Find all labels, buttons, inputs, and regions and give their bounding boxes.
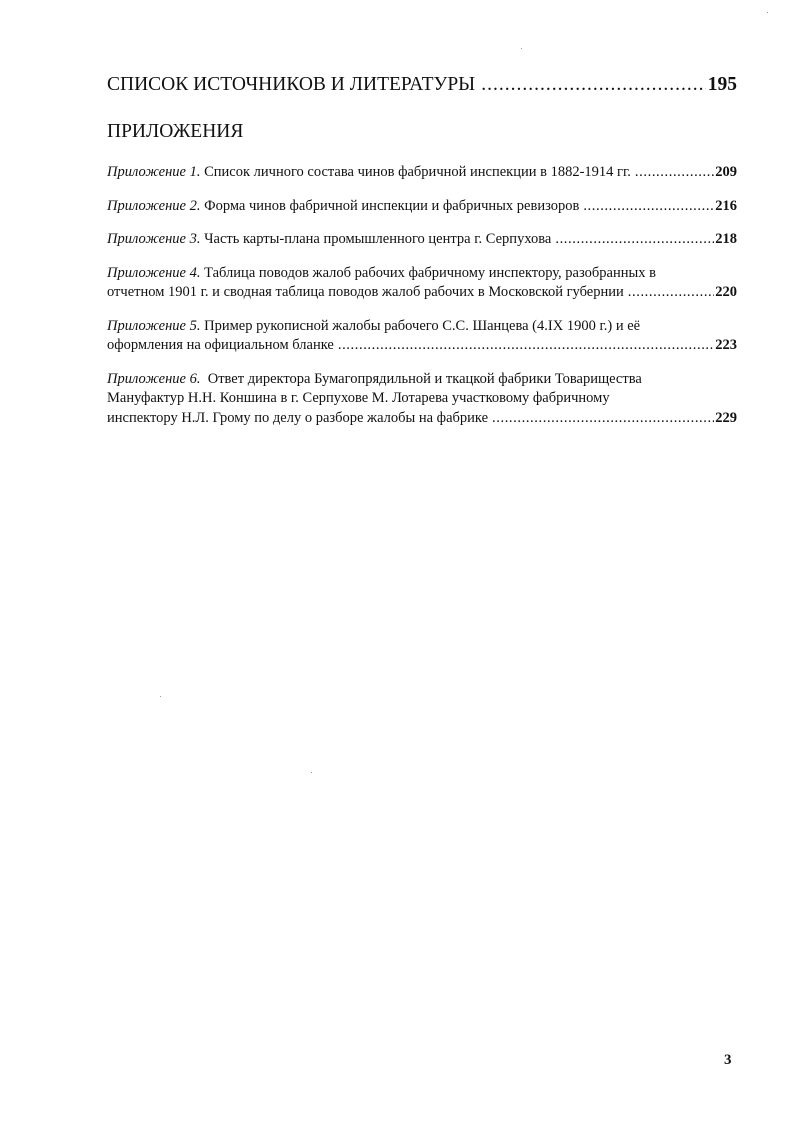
appendix-title: Форма чинов фабричной инспекции и фабричных ревизоров xyxy=(204,197,580,214)
toc-sources-page: 195 xyxy=(707,74,737,95)
appendix-label: Приложение 2. xyxy=(107,197,201,214)
dot-leader xyxy=(583,197,714,217)
page-number: 3 xyxy=(724,1052,732,1068)
appendix-title-line: оформления на официальном бланке xyxy=(107,337,334,353)
appendix-title: Часть карты-плана промышленного центра г. Серпухова xyxy=(204,231,552,247)
dot-leader xyxy=(338,336,714,356)
toc-appendix-6[interactable] xyxy=(107,370,737,429)
appendix-title: Список личного состава чинов фабричной инспекции в 1882-1914 гг. xyxy=(204,164,631,180)
appendix-title-line: Мануфактур Н.Н. Коншина в г. Серпухове М. Лотарева участковому фабричному xyxy=(107,390,610,406)
appendix-label: Приложение 6. xyxy=(107,370,201,387)
scan-speck xyxy=(311,772,312,773)
appendix-title-line: инспектору Н.Л. Грому по делу о разборе жалобы на фабрике xyxy=(107,409,489,426)
toc-appendix-5[interactable] xyxy=(107,317,737,356)
toc-sources-entry[interactable] xyxy=(107,72,737,98)
appendix-page: 209 xyxy=(715,164,737,180)
dot-leader xyxy=(628,283,714,303)
appendix-label: Приложение 3. xyxy=(107,231,201,247)
appendix-label: Приложение 5. xyxy=(107,317,201,334)
appendix-page: 220 xyxy=(715,284,737,300)
toc-appendix-4[interactable] xyxy=(107,264,737,303)
dot-leader xyxy=(481,72,706,98)
toc-sources-title: СПИСОК ИСТОЧНИКОВ И ЛИТЕРАТУРЫ xyxy=(107,74,476,95)
appendix-title-line: отчетном 1901 г. и сводная таблица поводов жалоб рабочих в Московской губернии xyxy=(107,284,624,300)
scan-speck xyxy=(521,48,522,49)
scan-speck xyxy=(160,696,161,697)
toc-appendix-3[interactable] xyxy=(107,230,737,250)
appendices-title: ПРИЛОЖЕНИЯ xyxy=(107,121,244,142)
appendix-title-line: Пример рукописной жалобы рабочего С.С. Шанцева (4.IX 1900 г.) и её xyxy=(204,317,641,334)
appendix-label: Приложение 4. xyxy=(107,264,201,281)
scan-speck xyxy=(767,12,768,13)
appendix-page: 223 xyxy=(715,337,737,353)
appendix-page: 216 xyxy=(715,197,737,214)
appendix-title-line: Ответ директора Бумагопрядильной и ткацкой фабрики Товарищества xyxy=(207,370,642,387)
appendix-page: 229 xyxy=(715,409,737,426)
table-of-contents xyxy=(107,72,737,442)
dot-leader xyxy=(635,163,714,183)
appendix-page: 218 xyxy=(715,231,737,247)
toc-appendix-2[interactable] xyxy=(107,197,737,217)
dot-leader xyxy=(492,409,714,429)
appendix-title-line: Таблица поводов жалоб рабочих фабричному инспектору, разобранных в xyxy=(204,264,656,281)
dot-leader xyxy=(555,230,714,250)
toc-appendix-1[interactable] xyxy=(107,163,737,183)
appendix-label: Приложение 1. xyxy=(107,164,201,180)
